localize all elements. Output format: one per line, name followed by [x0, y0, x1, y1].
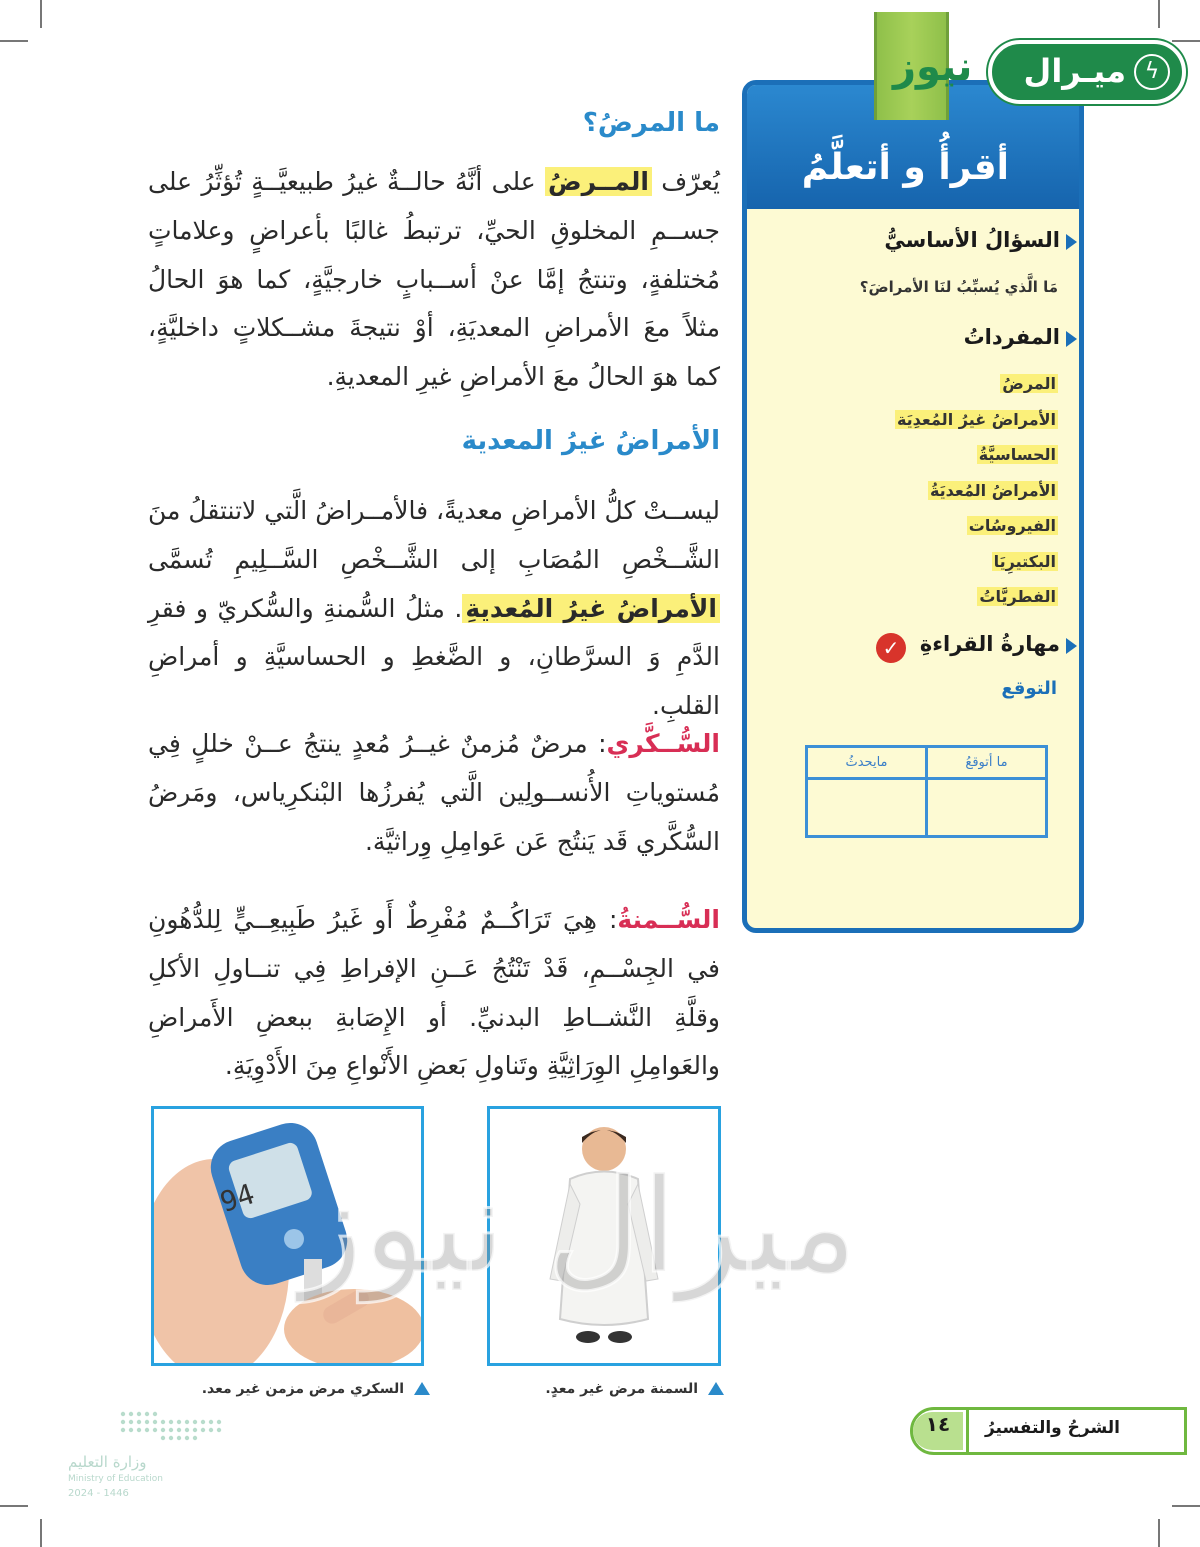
crop-mark — [0, 40, 28, 42]
crop-mark — [0, 1505, 28, 1507]
reading-skill-title: مهارةُ القراءةِ — [919, 632, 1060, 656]
diabetes-caption: السكري مرض مزمن غير معد. — [201, 1381, 404, 1397]
paragraph-diabetes: السُّــكَّري: مرضٌ مُزمنٌ غيــرُ مُعدٍ ينتجُ عــنْ خللٍ فِي مُستوياتِ الأُنســولِين الَّتي يُفرزُها البْنكرِياس، ومَرضُ السُّكَّري قَد يَنتُج عَن عَوامِلِ وِراثيَّة. — [148, 729, 720, 856]
ministry-name-en: Ministry of Education — [68, 1474, 163, 1484]
logo-text: ميـرال — [1023, 52, 1126, 90]
paragraph-disease-definition: يُعرّف المــرضُ على أنَّهُ حالــةٌ غيرُ طبيعيَّــةٍ تُؤثِّرُ على جســمِ المخلوقِ الحيِّ، ترتبطُ غالبًا بأعراضٍ وعلاماتٍ مُختلفةٍ، وتنتجُ إمَّا عنْ أســبابٍ خارجيَّةٍ، كما هوَ الحالُ مثلاً معَ الأمراضِ المعديَةِ، أوْ نتيجةَ مشــكلاتٍ داخليَّةٍ، كما هوَ الحالُ معَ الأمراضِ غيرِ المعديةِ. — [148, 167, 720, 392]
vocabulary-list — [895, 366, 1058, 615]
meter-reading: 94 — [216, 1177, 259, 1220]
term-obesity: السُّــمنةُ — [617, 905, 720, 934]
lightning-icon: ϟ — [1134, 54, 1170, 90]
bullet-arrow-icon — [1066, 331, 1077, 347]
highlighted-term: المــرضُ — [545, 167, 652, 196]
term-diabetes: السُّــكَّري — [606, 729, 720, 758]
heading-noncommunicable: الأمراضُ غيرُ المعدية — [461, 426, 720, 456]
crop-mark — [1172, 40, 1200, 42]
ministry-name-ar: وزارة التعليم — [68, 1453, 147, 1471]
card-title: أقرأُ و أتعلَّمُ — [801, 147, 1009, 188]
brand-logo — [988, 40, 1186, 104]
essential-question-title: السؤالُ الأساسيُّ — [884, 228, 1060, 252]
table-header: ما أتوقعُ — [927, 747, 1047, 779]
edition-year: 2024 - 1446 — [68, 1488, 129, 1499]
vocab-item: الفطريَّاتُ — [979, 587, 1056, 606]
paragraph-noncommunicable: ليســتْ كلُّ الأمراضِ معديةً، فالأمــراضُ الَّتي لاتنتقلُ منَ الشَّــخْصِ المُصَابِ إلى الشَّــخْصِ السَّــلِيمِ تُسمَّى الأمراضُ غيرُ المُعديةِ. مثلُ السُّمنةِ والسُّكريّ و فقرِ الدَّمِ وَ السرَّطانِ، و الضَّغطِ و الحساسيَّةِ و أمراضِ القلبِ. — [148, 496, 720, 721]
bullet-arrow-icon — [1066, 234, 1077, 250]
obesity-caption: السمنة مرض غير معدٍ. — [545, 1381, 698, 1397]
vocab-item: المرضُ — [1002, 374, 1056, 393]
vocab-item: الأمراضُ المُعديَةُ — [929, 480, 1056, 500]
footer-divider — [966, 1410, 969, 1452]
watermark: ميرال نيوز — [300, 1150, 858, 1302]
essential-question: مَا الَّذي يُسبِّبُ لنَا الأمراضَ؟ — [859, 278, 1058, 296]
bullet-arrow-icon — [1066, 638, 1077, 654]
page-number: ١٤ — [913, 1412, 963, 1450]
paragraph-obesity: السُّــمنةُ: هِيَ تَرَاكُــمٌ مُفْرِطٌ أَو غَيرُ طَبِيعِــيٍّ لِلدُّهُونِ في الجِسْــمِ، قَدْ تَنْتُجُ عَــنِ الإفراطِ فِي تنــاولِ الأكلِ وقلَّةِ النَّشــاطِ البدنيِّ. أو الإِصَابةِ ببعضِ الأَمراضِ والعَوامِلِ الوِرَاثِيَّةِ وتَناولِ بَعضِ الأَنْواعِ مِنَ الأَدْوِيَةِ. — [148, 905, 720, 1081]
heading-what-is-disease: ما المرضُ؟ — [582, 108, 720, 138]
vocab-item: الفيروسُات — [968, 516, 1056, 535]
logo-subtext: نيوز — [893, 44, 973, 90]
vocabulary-title: المفرداتُ — [963, 325, 1060, 349]
table-cell[interactable] — [807, 779, 927, 837]
caption-triangle-icon — [414, 1382, 430, 1395]
ministry-dots-icon — [118, 1408, 223, 1444]
crop-mark — [1158, 1519, 1160, 1547]
caption-triangle-icon — [708, 1382, 724, 1395]
prediction-table — [805, 745, 1048, 838]
checkmark-icon: ✓ — [876, 633, 906, 663]
vocab-item: الأمراضُ غيرُ المُعدِيَة — [896, 409, 1056, 429]
crop-mark — [1172, 1505, 1200, 1507]
vocab-item: البكتيرِيَا — [993, 551, 1056, 571]
vocab-item: الحساسيَّةُ — [978, 445, 1056, 464]
highlighted-term: الأمراضُ غيرُ المُعديةِ — [462, 594, 720, 623]
crop-mark — [1158, 0, 1160, 28]
table-header: مايحدثُ — [807, 747, 927, 779]
reading-skill: التوقع — [1001, 678, 1057, 699]
crop-mark — [40, 0, 42, 28]
table-cell[interactable] — [927, 779, 1047, 837]
footer-section-label: الشرحُ والتفسيرُ — [984, 1418, 1120, 1438]
crop-mark — [40, 1519, 42, 1547]
